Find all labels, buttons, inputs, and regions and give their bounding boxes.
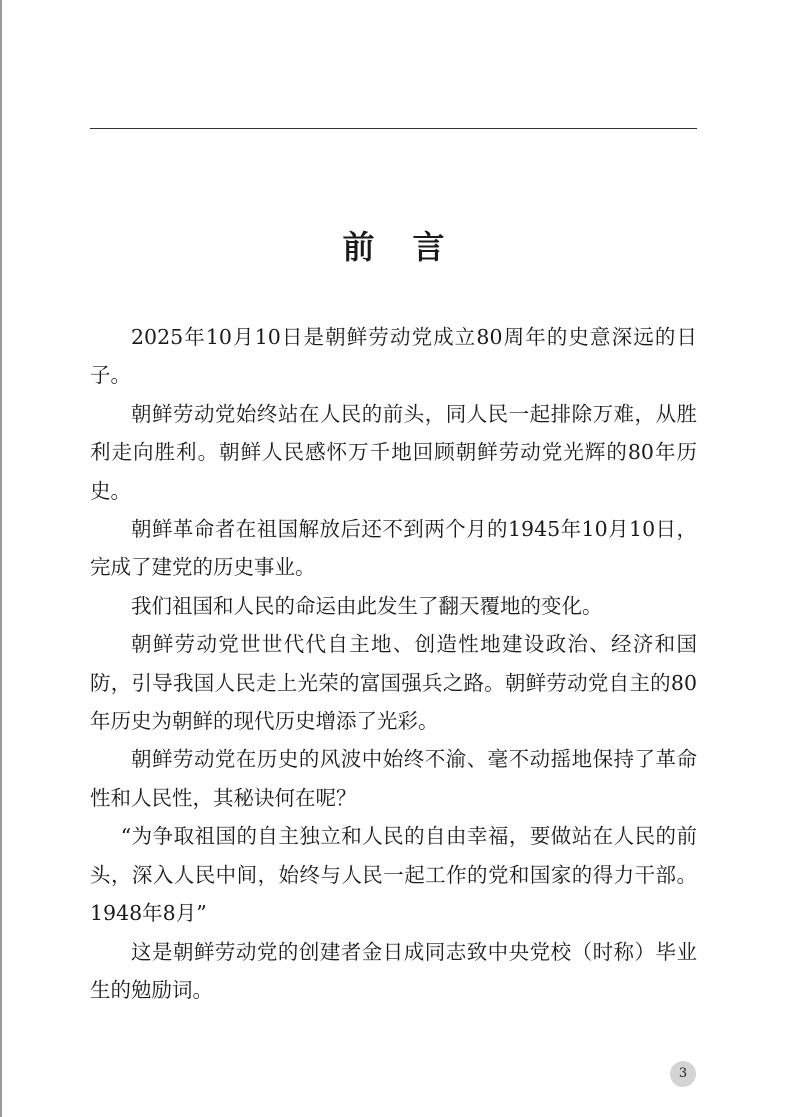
page-edge: [0, 0, 2, 1117]
paragraph: 朝鲜劳动党世世代代自主地、创造性地建设政治、经济和国防，引导我国人民走上光荣的富国强兵之路。朝鲜劳动党自主的80年历史为朝鲜的现代历史增添了光彩。: [90, 632, 697, 734]
paragraph: 这是朝鲜劳动党的创建者金日成同志致中央党校（时称）毕业生的勉励词。: [90, 939, 697, 1002]
paragraph: 朝鲜劳动党始终站在人民的前头，同人民一起排除万难，从胜利走向胜利。朝鲜人民感怀万千地回顾朝鲜劳动党光辉的80年历史。: [90, 401, 697, 503]
body-text: [90, 318, 697, 1009]
page-title: 前言: [342, 228, 483, 266]
paragraph: 2025年10月10日是朝鲜劳动党成立80周年的史意深远的日子。: [90, 325, 697, 388]
header-rule: [90, 128, 697, 129]
quotation-paragraph: “为争取祖国的自主独立和人民的自由幸福，要做站在人民的前头，深入人民中间，始终与人民一起工作的党和国家的得力干部。1948年8月”: [90, 824, 697, 926]
paragraph: 朝鲜革命者在祖国解放后还不到两个月的1945年10月10日，完成了建党的历史事业。: [90, 517, 697, 580]
page-number: 3: [670, 1061, 696, 1087]
paragraph: 朝鲜劳动党在历史的风波中始终不渝、毫不动摇地保持了革命性和人民性，其秘诀何在呢？: [90, 747, 697, 810]
paragraph: 我们祖国和人民的命运由此发生了翻天覆地的变化。: [131, 593, 603, 618]
